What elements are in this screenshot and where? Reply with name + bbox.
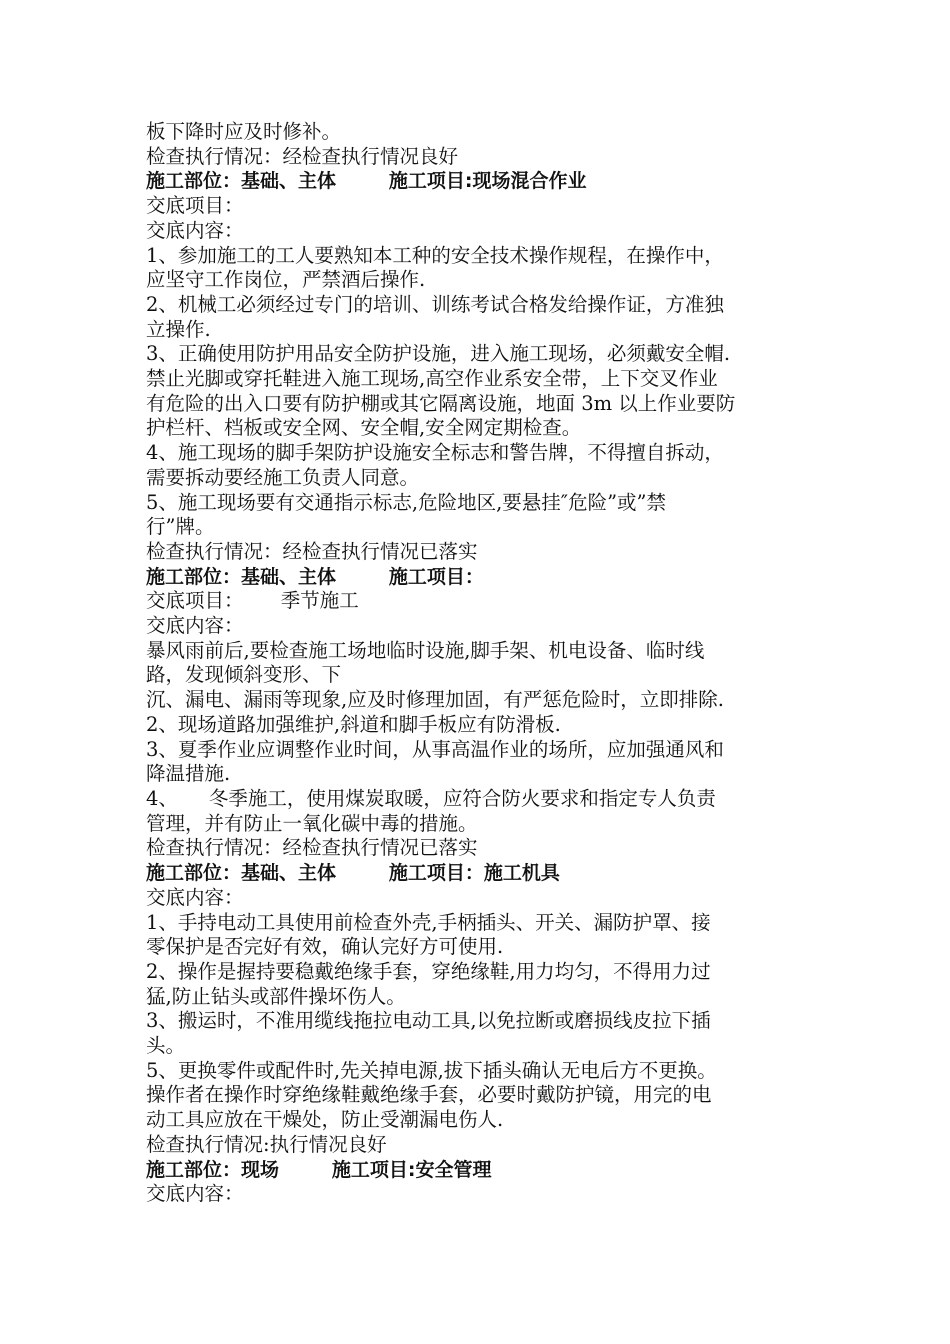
text-line: 5、施工现场要有交通指示标志,危险地区,要悬挂″危险”或”禁 [146,490,667,514]
section-heading: 施工部位：现场 施工项目:安全管理 [146,1158,492,1181]
text-line: 应坚守工作岗位，严禁酒后操作. [146,268,426,292]
text-line: 1、手持电动工具使用前检查外壳,手柄插头、开关、漏防护罩、接 [146,910,711,934]
text-line: 2、操作是握持要稳戴绝缘手套，穿绝缘鞋,用力均匀，不得用力过 [146,959,711,983]
text-line: 立操作. [146,317,211,341]
text-line: 3、正确使用防护用品安全防护设施，进入施工现场，必须戴安全帽. [146,342,731,366]
text-line: 头。 [146,1034,186,1058]
text-line: 3、搬运时，不准用缆线拖拉电动工具,以免拉断或磨损线皮拉下插 [146,1009,711,1033]
text-line: 2、现场道路加强维护,斜道和脚手板应有防滑板. [146,712,561,736]
text-line: 沉、漏电、漏雨等现象,应及时修理加固，有严惩危险时，立即排除. [146,688,724,712]
text-line: 路，发现倾斜变形、下 [146,663,342,687]
text-line: 行”牌。 [146,515,215,539]
text-line: 禁止光脚或穿托鞋进入施工现场,高空作业系安全带，上下交叉作业 [146,367,718,391]
text-line: 3、夏季作业应调整作业时间，从事高温作业的场所，应加强通风和 [146,737,724,761]
text-line: 检查执行情况：经检查执行情况良好 [146,144,459,168]
text-line: 零保护是否完好有效，确认完好方可使用. [146,935,504,959]
text-line: 交底内容： [146,885,244,909]
text-line: 检查执行情况：经检查执行情况已落实 [146,836,478,860]
section-heading: 施工部位：基础、主体 施工项目：施工机具 [146,862,560,885]
text-line: 板下降时应及时修补。 [146,120,342,143]
section-heading: 施工部位：基础、主体 施工项目： [146,565,484,588]
text-line: 检查执行情况：经检查执行情况已落实 [146,539,478,563]
text-line: 交底项目： [146,194,244,218]
text-line: 护栏杆、档板或安全网、安全帽,安全网定期检查。 [146,416,582,440]
text-line: 交底项目： 季节施工 [146,589,359,613]
text-line: 暴风雨前后,要检查施工场地临时设施,脚手架、机电设备、临时线 [146,638,705,662]
text-line: 降温措施. [146,762,231,786]
text-line: 1、参加施工的工人要熟知本工种的安全技术操作规程，在操作中， [146,243,724,267]
text-line: 操作者在操作时穿绝缘鞋戴绝缘手套，必要时戴防护镜，用完的电 [146,1083,712,1107]
text-line: 管理，并有防止一氧化碳中毒的措施。 [146,811,478,835]
text-line: 有危险的出入口要有防护棚或其它隔离设施，地面 3m 以上作业要防 [146,391,736,415]
document-page [146,120,816,1207]
section-heading: 施工部位：基础、主体 施工项目:现场混合作业 [146,170,587,193]
text-line: 猛,防止钻头或部件操坏伤人。 [146,984,406,1008]
text-line: 4、 冬季施工，使用煤炭取暖，应符合防火要求和指定专人负责 [146,786,716,810]
text-line: 交底内容： [146,218,244,242]
text-line: 交底内容： [146,614,244,638]
text-line: 5、更换零件或配件时,先关掉电源,拔下插头确认无电后方不更换。 [146,1058,717,1082]
text-line: 2、机械工必须经过专门的培训、训练考试合格发给操作证，方准独 [146,292,724,316]
text-line: 交底内容： [146,1182,244,1206]
text-line: 检查执行情况:执行情况良好 [146,1132,387,1156]
text-line: 动工具应放在干燥处，防止受潮漏电伤人. [146,1108,504,1132]
text-line: 4、施工现场的脚手架防护设施安全标志和警告牌，不得擅自拆动， [146,441,724,465]
text-line: 需要拆动要经施工负责人同意。 [146,465,420,489]
